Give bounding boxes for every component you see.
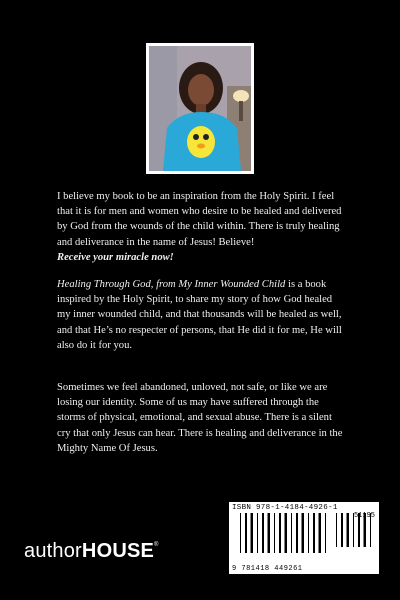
publisher-logo — [24, 540, 159, 563]
miracle-emphasis: Receive your miracle now! — [57, 251, 174, 263]
barcode-bar — [257, 513, 258, 553]
barcode-bar — [268, 513, 271, 553]
book-description-text: is a book inspired by the Holy Spirit, to share my story of how God healed my inner wounded child, and that thousands will be healed as well, and that He’s no respecter of persons, that He did it for me, He will also do it for you. — [57, 279, 342, 351]
barcode-bar — [245, 513, 247, 553]
author-photo-image — [149, 46, 251, 171]
barcode-bar — [341, 513, 343, 547]
barcode-bar — [319, 513, 322, 553]
publisher-logo-part1: author — [24, 540, 82, 562]
publisher-logo-part2: HOUSE — [81, 540, 155, 562]
registered-mark: ® — [154, 542, 159, 548]
barcode-bar — [325, 513, 326, 553]
barcode-bar — [347, 513, 350, 547]
isbn-text: ISBN 978-1-4184-4926-1 — [232, 504, 338, 512]
author-photo — [149, 46, 251, 171]
intro-text: I believe my book to be an inspiration from the Holy Spirit. I feel that it is for men and women who desire to be healed and delivered by God from the wounds of the child within. There is truly healing and deliverance in the name of Jesus! Believe! — [57, 191, 342, 248]
intro-paragraph — [57, 189, 347, 265]
barcode-bar — [336, 513, 337, 547]
barcode-digits: 9 781418 449261 — [232, 565, 303, 573]
abuse-paragraph — [57, 380, 347, 456]
book-description-paragraph — [57, 277, 347, 353]
barcode-bar — [302, 513, 305, 553]
book-description — [57, 277, 347, 353]
barcode-bar — [285, 513, 288, 553]
price-code: 51195 — [353, 512, 375, 520]
barcode-bar — [251, 513, 254, 553]
author-photo-frame — [146, 43, 254, 174]
barcode-bar — [296, 513, 298, 553]
barcode-bar — [308, 513, 309, 553]
barcode-bar — [291, 513, 292, 553]
barcode-bar — [313, 513, 315, 553]
barcode-bar — [262, 513, 264, 553]
barcode-bar — [274, 513, 275, 553]
abuse-text: Sometimes we feel abandoned, unloved, not safe, or like we are losing our identity. Some of us may have suffered through the storms of physical, emotional, and sexual abuse. There is a silent cry that only Jesus can hear. There is healing and deliverance in the Mighty Name Of Jesus. — [57, 382, 343, 454]
barcode-bars — [232, 513, 376, 563]
book-title: Healing Through God, from My Inner Wounded Child — [57, 279, 286, 290]
barcode-bar — [240, 513, 241, 553]
isbn-barcode — [229, 502, 379, 574]
barcode-bar — [279, 513, 281, 553]
